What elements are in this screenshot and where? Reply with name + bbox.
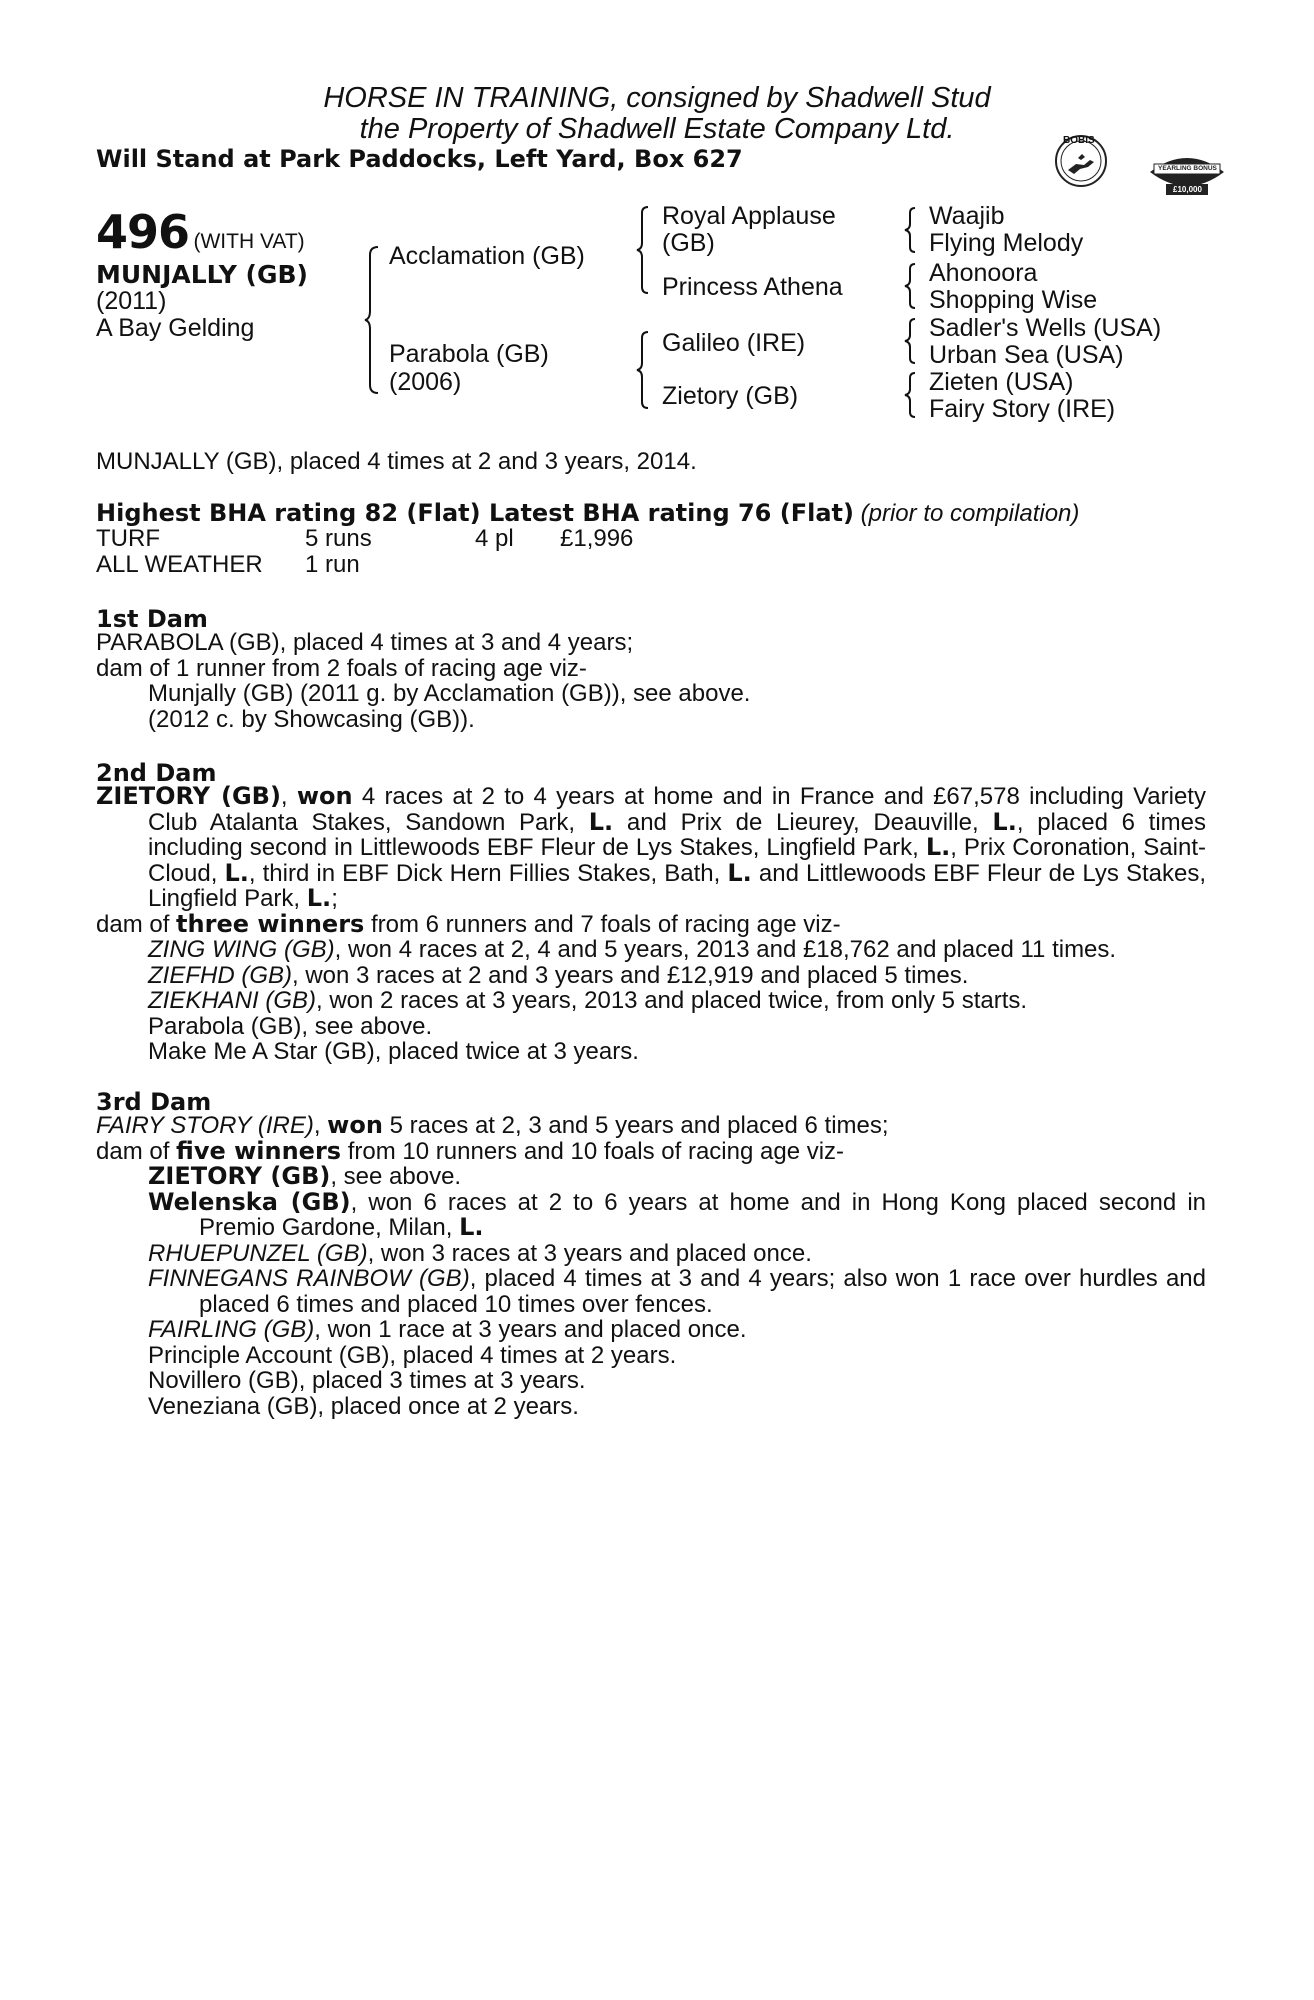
dam-sire-sire: Sadler's Wells (USA)	[929, 314, 1162, 342]
stand-location: Will Stand at Park Paddocks, Left Yard, Box 627	[96, 145, 743, 173]
dam-sire-dam: Urban Sea (USA)	[929, 341, 1124, 369]
produce-text: Veneziana (GB), placed once at 2 years.	[148, 1392, 579, 1420]
ratings-line	[96, 501, 1079, 527]
bonus-amount: £10,000	[1173, 185, 1202, 194]
third-dam-text: 5 races at 2, 3 and 5 years and placed 6 times;	[382, 1112, 889, 1139]
turf-prize: £1,996	[560, 525, 634, 552]
race-summary: MUNJALLY (GB), placed 4 times at 2 and 3 years, 2014.	[96, 448, 697, 475]
produce-item	[96, 1241, 1206, 1267]
dam-dam-dam: Fairy Story (IRE)	[929, 395, 1116, 423]
produce-item	[96, 1014, 1206, 1040]
aw-runs: 1 run	[305, 551, 360, 578]
second-dam-text-d: , Prix Coronation, Saint-Cloud,	[148, 834, 1206, 887]
produce-text: Make Me A Star (GB), placed twice at 3 years.	[148, 1038, 639, 1065]
brace-ss-icon	[904, 206, 918, 254]
listed-mark: L.	[224, 858, 249, 887]
aw-label: ALL WEATHER	[96, 551, 263, 578]
produce-text: Principle Account (GB), placed 4 times at 2 years.	[148, 1341, 677, 1369]
third-dam-name: FAIRY STORY (IRE)	[96, 1112, 314, 1139]
second-dam-title: 2nd Dam	[96, 759, 217, 787]
second-dam-text-f: and Littlewoods EBF Fleur de Lys Stakes, Lingfield Park,	[148, 859, 1206, 912]
third-dam-block	[96, 1113, 1206, 1419]
sire-dam: Princess Athena	[662, 273, 843, 301]
produce-item	[96, 937, 1206, 963]
brace-dam-icon	[636, 330, 652, 410]
first-dam-title: 1st Dam	[96, 605, 208, 633]
dam-sire: Galileo (IRE)	[662, 329, 806, 357]
ratings-note: (prior to compilation)	[860, 500, 1080, 527]
won-label: won	[296, 782, 353, 810]
lot-heading	[96, 205, 305, 259]
second-dam-produce-intro	[96, 909, 1206, 938]
produce-item	[96, 1164, 1206, 1190]
produce-text: , won 2 races at 3 years, 2013 and placed twice, from only 5 starts.	[316, 987, 1028, 1014]
produce-name: ZIETORY (GB)	[148, 1162, 331, 1190]
racing-post-text: RACING POST	[1170, 153, 1212, 159]
bha-ratings: Highest BHA rating 82 (Flat) Latest BHA rating 76 (Flat)	[96, 499, 854, 527]
dam-year: (2006)	[389, 368, 462, 396]
third-dam-title: 3rd Dam	[96, 1088, 212, 1116]
first-dam-produce-2: (2012 c. by Showcasing (GB)).	[148, 706, 475, 733]
foals-text: from 10 runners and 10 foals of racing age viz-	[341, 1137, 845, 1165]
produce-name: RHUEPUNZEL (GB)	[148, 1239, 368, 1267]
produce-item	[96, 1394, 1206, 1420]
produce-item	[96, 1343, 1206, 1369]
sire-sire-sire: Waajib	[929, 202, 1005, 230]
produce-item	[96, 1317, 1206, 1343]
property-title: the Property of Shadwell Estate Company Ltd.	[359, 113, 955, 145]
foals-text: from 6 runners and 7 foals of racing age viz-	[364, 910, 841, 938]
first-dam-produce-1: Munjally (GB) (2011 g. by Acclamation (GB)), see above.	[148, 680, 751, 707]
listed-mark: L.	[588, 807, 614, 836]
sire-dam-sire: Ahonoora	[929, 259, 1038, 287]
produce-name: ZIEKHANI (GB)	[148, 987, 317, 1014]
brace-sd-icon	[904, 262, 918, 310]
second-dam-text-e: , third in EBF Dick Hern Fillies Stakes, Bath,	[248, 859, 728, 887]
third-dam-record: FAIRY STORY (IRE), won 5 races at 2, 3 and 5 years and placed 6 times;	[96, 1111, 889, 1139]
vat-note: (WITH VAT)	[193, 230, 305, 253]
second-dam-text-g: ;	[331, 885, 338, 912]
produce-item	[96, 963, 1206, 989]
sire-sire: Royal Applause	[662, 202, 836, 230]
listed-mark: L.	[459, 1213, 484, 1241]
turf-label: TURF	[96, 525, 160, 552]
dam-of-text: dam of	[96, 910, 177, 938]
produce-name: ZING WING (GB)	[148, 936, 335, 963]
produce-item	[96, 1039, 1206, 1065]
produce-item	[96, 1187, 1206, 1241]
dam-dam-sire: Zieten (USA)	[929, 368, 1074, 396]
consignment-title: HORSE IN TRAINING, consigned by Shadwell Stud	[323, 82, 991, 114]
bobis-badge	[1054, 134, 1108, 188]
dam-name: Parabola (GB)	[389, 340, 549, 368]
listed-mark: L.	[727, 858, 752, 887]
produce-text: Novillero (GB), placed 3 times at 3 years.	[148, 1367, 586, 1394]
listed-mark: L.	[306, 884, 332, 912]
produce-item	[96, 1266, 1206, 1317]
sire: Acclamation (GB)	[389, 242, 585, 270]
second-dam-record: ZIETORY (GB), won 4 races at 2 to 4 years at home and in France and £67,578 including Variety Club Atalanta Stakes, Sandown Park, L. and Prix de Lieurey, Deauville, L., placed 6 times including second in Littlewoods EBF Fleur de Lys Stakes, Lingfield Park, L., Prix Coronation, Saint-Cloud, L., third in EBF Dick Hern Fillies Stakes, Bath, L. and Littlewoods EBF Fleur de Lys Stakes, Lingfield Park, L.;	[96, 782, 1206, 912]
yearling-bonus-badge	[1148, 150, 1226, 198]
brace-ds-icon	[904, 317, 918, 365]
produce-text: , won 3 races at 3 years and placed once.	[367, 1239, 812, 1267]
produce-text: , won 4 races at 2, 4 and 5 years, 2013 and £18,762 and placed 11 times.	[334, 936, 1117, 963]
second-dam-block	[96, 784, 1206, 1065]
horse-year: (2011)	[96, 287, 167, 315]
produce-item	[96, 1368, 1206, 1394]
horse-name: MUNJALLY (GB)	[96, 260, 308, 289]
third-dam-produce-intro	[96, 1136, 1206, 1165]
lot-number: 496	[96, 205, 190, 259]
produce-text: Parabola (GB), see above.	[148, 1012, 433, 1040]
bobis-text: BOBIS	[1063, 135, 1095, 146]
brace-dd-icon	[904, 371, 918, 419]
produce-text: , won 6 races at 2 to 6 years at home and in Hong Kong placed second in Premio Gardone, Milan,	[199, 1188, 1206, 1241]
brace-generation-1-icon	[364, 245, 384, 395]
horse-description: A Bay Gelding	[96, 314, 255, 342]
winners-count: three winners	[176, 909, 365, 938]
sire-sire-dam: Flying Melody	[929, 229, 1084, 257]
produce-text: , won 3 races at 2 and 3 years and £12,919 and placed 5 times.	[292, 961, 969, 989]
produce-text: , see above.	[330, 1163, 462, 1190]
listed-mark: L.	[992, 807, 1017, 836]
first-dam-line-1: PARABOLA (GB), placed 4 times at 3 and 4 years;	[96, 629, 634, 656]
produce-name: FAIRLING (GB)	[148, 1316, 315, 1343]
sire-dam-dam: Shopping Wise	[929, 286, 1098, 314]
second-dam-name: ZIETORY (GB)	[96, 782, 281, 810]
turf-placed: 4 pl	[475, 525, 514, 552]
second-dam-text-c: , placed 6 times including second in Littlewoods EBF Fleur de Lys Stakes, Lingfield Park,	[148, 808, 1206, 861]
second-dam-text-b: and Prix de Lieurey, Deauville,	[613, 808, 993, 836]
produce-name: Welenska (GB)	[148, 1187, 351, 1216]
produce-text: , won 1 race at 3 years and placed once.	[314, 1316, 747, 1343]
sire-sire-country: (GB)	[662, 229, 715, 257]
second-dam-text-a: 4 races at 2 to 4 years at home and in France and £67,578 including Variety Club Atalanta Stakes, Sandown Park,	[148, 783, 1206, 836]
won-label: won	[327, 1111, 383, 1139]
produce-item	[96, 988, 1206, 1014]
brace-sire-icon	[636, 205, 652, 295]
dam-dam: Zietory (GB)	[662, 382, 799, 410]
produce-name: FINNEGANS RAINBOW (GB)	[148, 1265, 470, 1292]
produce-text: , placed 4 times at 3 and 4 years; also won 1 race over hurdles and placed 6 times and placed 10 times over fences.	[199, 1265, 1206, 1318]
winners-count: five winners	[176, 1136, 342, 1165]
dam-of-text: dam of	[96, 1137, 177, 1165]
produce-name: ZIEFHD (GB)	[148, 961, 292, 989]
first-dam-line-2: dam of 1 runner from 2 foals of racing age viz-	[96, 655, 587, 682]
turf-runs: 5 runs	[305, 525, 372, 552]
yearling-bonus-text: YEARLING BONUS	[1158, 165, 1217, 172]
listed-mark: L.	[925, 833, 951, 861]
